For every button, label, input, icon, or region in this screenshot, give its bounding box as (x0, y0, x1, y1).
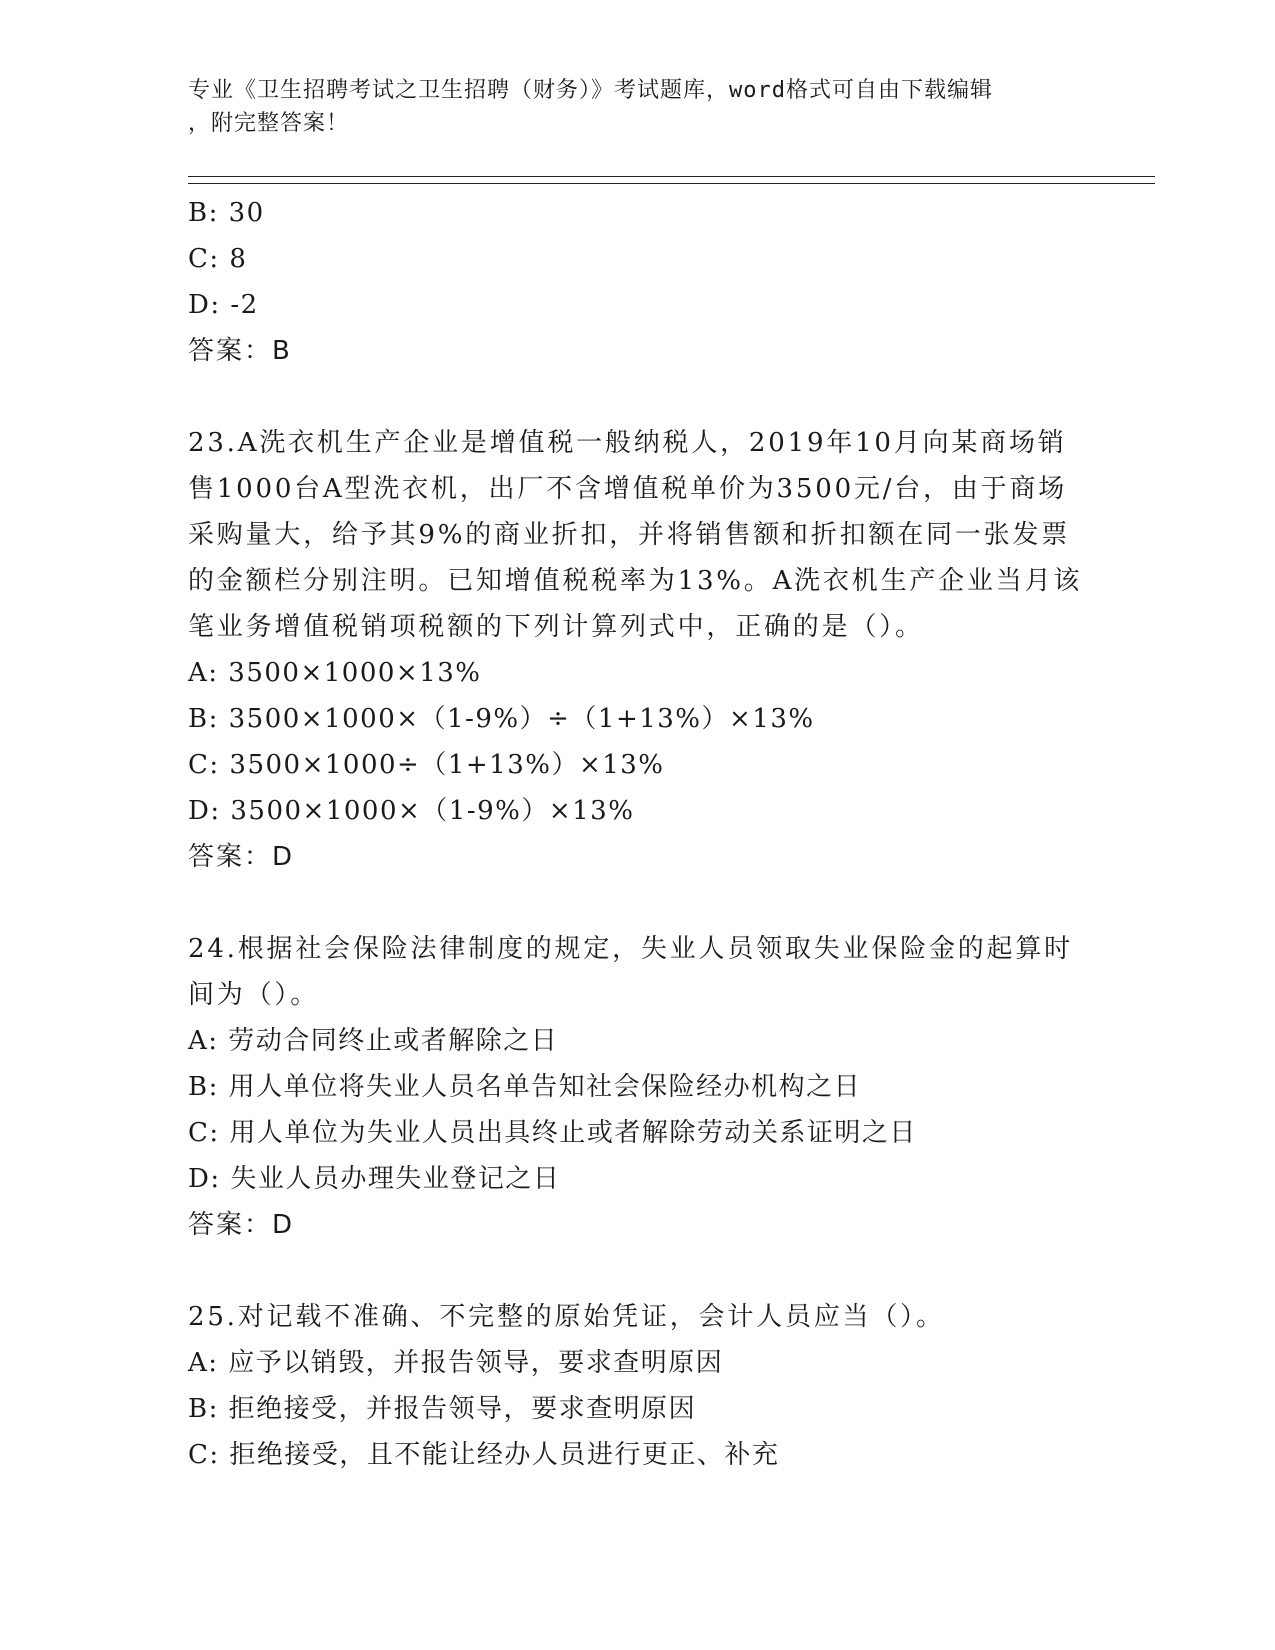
question-text-line: 采购量大，给予其9%的商业折扣，并将销售额和折扣额在同一张发票 (188, 520, 1071, 550)
question-text-line: 间为（）。 (188, 980, 320, 1010)
question-text-line: 的金额栏分别注明。已知增值税税率为13%。A洗衣机生产企业当月该 (188, 566, 1083, 596)
option-b: B: 用人单位将失业人员名单告知社会保险经办机构之日 (188, 1072, 862, 1102)
question-text-line: 售1000台A型洗衣机，出厂不含增值税单价为3500元/台，由于商场 (188, 474, 1068, 504)
question-22-tail (188, 190, 1088, 374)
question-24 (188, 926, 1088, 1248)
question-23 (188, 420, 1088, 880)
question-25 (188, 1294, 1088, 1478)
question-text-line: 笔业务增值税销项税额的下列计算列式中，正确的是（）。 (188, 612, 924, 642)
answer-line: 答案：B (188, 336, 292, 366)
option-c: C: 用人单位为失业人员出具终止或者解除劳动关系证明之日 (188, 1118, 917, 1148)
question-text (188, 1294, 1088, 1340)
option-a: A: 3500×1000×13% (188, 658, 482, 688)
option-a: A: 应予以销毁，并报告领导，要求查明原因 (188, 1348, 724, 1378)
header-line-2: ，附完整答案！ (188, 111, 350, 136)
spacer (188, 374, 1088, 420)
header-line-1: 专业《卫生招聘考试之卫生招聘（财务）》考试题库，word格式可自由下载编辑 (188, 78, 993, 103)
option-d: D: -2 (188, 290, 259, 320)
spacer (188, 880, 1088, 926)
question-text-line: 23.A洗衣机生产企业是增值税一般纳税人，2019年10月向某商场销 (188, 428, 1067, 458)
option-d: D: 失业人员办理失业登记之日 (188, 1164, 561, 1194)
option-b: B: 拒绝接受，并报告领导，要求查明原因 (188, 1394, 697, 1424)
answer-line: 答案：D (188, 842, 295, 872)
option-b: B: 30 (188, 198, 265, 228)
header-divider-top (188, 176, 1155, 177)
option-a: A: 劳动合同终止或者解除之日 (188, 1026, 559, 1056)
spacer (188, 1248, 1088, 1294)
question-text (188, 420, 1088, 650)
option-b: B: 3500×1000×（1-9%）÷（1+13%）×13% (188, 704, 815, 734)
option-c: C: 8 (188, 244, 248, 274)
question-text (188, 926, 1088, 1018)
answer-line: 答案：D (188, 1210, 295, 1240)
option-c: C: 3500×1000÷（1+13%）×13% (188, 750, 665, 780)
question-text-line: 24.根据社会保险法律制度的规定，失业人员领取失业保险金的起算时 (188, 934, 1073, 964)
question-content (188, 190, 1088, 1478)
page-header (188, 74, 1078, 140)
option-c: C: 拒绝接受，且不能让经办人员进行更正、补充 (188, 1440, 780, 1470)
option-d: D: 3500×1000×（1-9%）×13% (188, 796, 635, 826)
question-text-line: 25.对记载不准确、不完整的原始凭证，会计人员应当（）。 (188, 1302, 945, 1332)
header-divider-bottom (188, 183, 1155, 184)
